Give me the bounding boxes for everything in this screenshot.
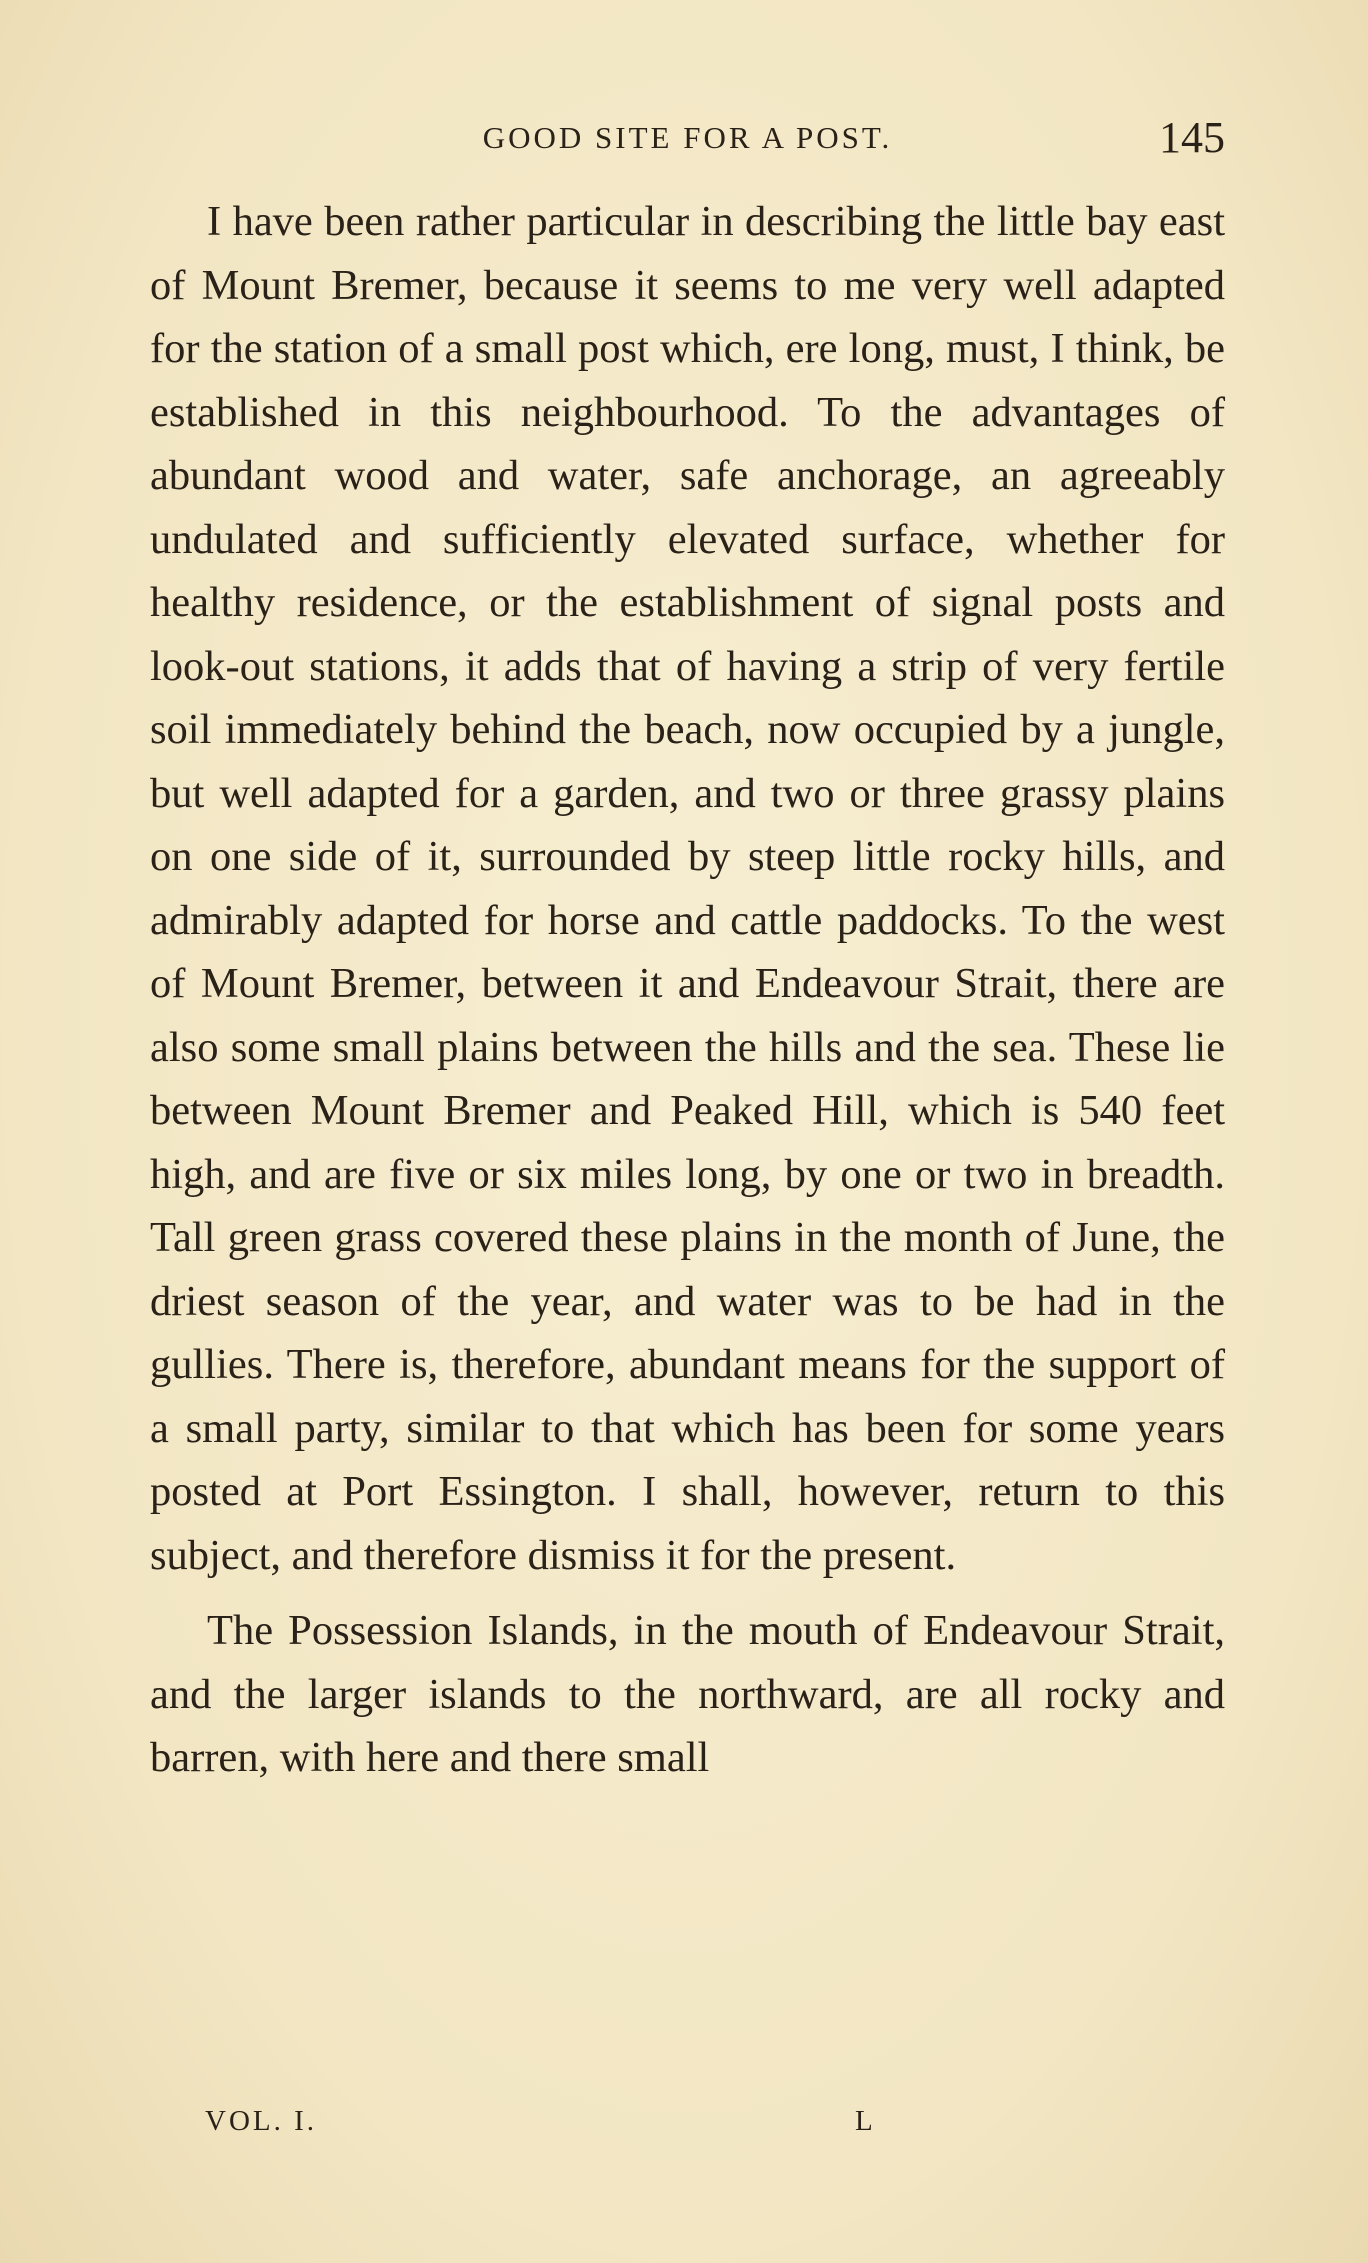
volume-mark: VOL. I.	[205, 2105, 318, 2137]
running-title: GOOD SITE FOR A POST.	[482, 120, 893, 155]
paragraph-1: I have been rather particular in describing the little bay east of Mount Bremer, because it seems to me very well adapted for the station of a small post which, ere long, must, I think, be established in this neighbourhood. To the advantages of abundant wood and water, safe anchorage, an agreeably undulated and sufficiently elevated surface, whether for healthy residence, or the establishment of signal posts and look-out stations, it adds that of having a strip of very fertile soil immediately behind the beach, now occupied by a jungle, but well adapted for a garden, and two or three grassy plains on one side of it, surrounded by steep little rocky hills, and admirably adapted for horse and cattle paddocks. To the west of Mount Bremer, between it and Endeavour Strait, there are also some small plains between the hills and the sea. These lie between Mount Bremer and Peaked Hill, which is 540 feet high, and are five or six miles long, by one or two in breadth. Tall green grass covered these plains in the month of June, the driest season of the year, and water was to be had in the gullies. There is, therefore, abundant means for the support of a small party, similar to that which has been for some years posted at Port Essington. I shall, however, return to this subject, and therefore dismiss it for the present.	[150, 198, 1225, 1579]
page-number: 145	[1159, 113, 1225, 162]
footer	[150, 2105, 1225, 2145]
signature-mark: L	[855, 2105, 876, 2137]
paragraph-2: The Possession Islands, in the mouth of Endeavour Strait, and the larger islands to the northward, are all rocky and barren, with here and there small	[150, 1607, 1225, 1781]
running-head	[150, 112, 1225, 162]
body-text	[150, 190, 1225, 1790]
